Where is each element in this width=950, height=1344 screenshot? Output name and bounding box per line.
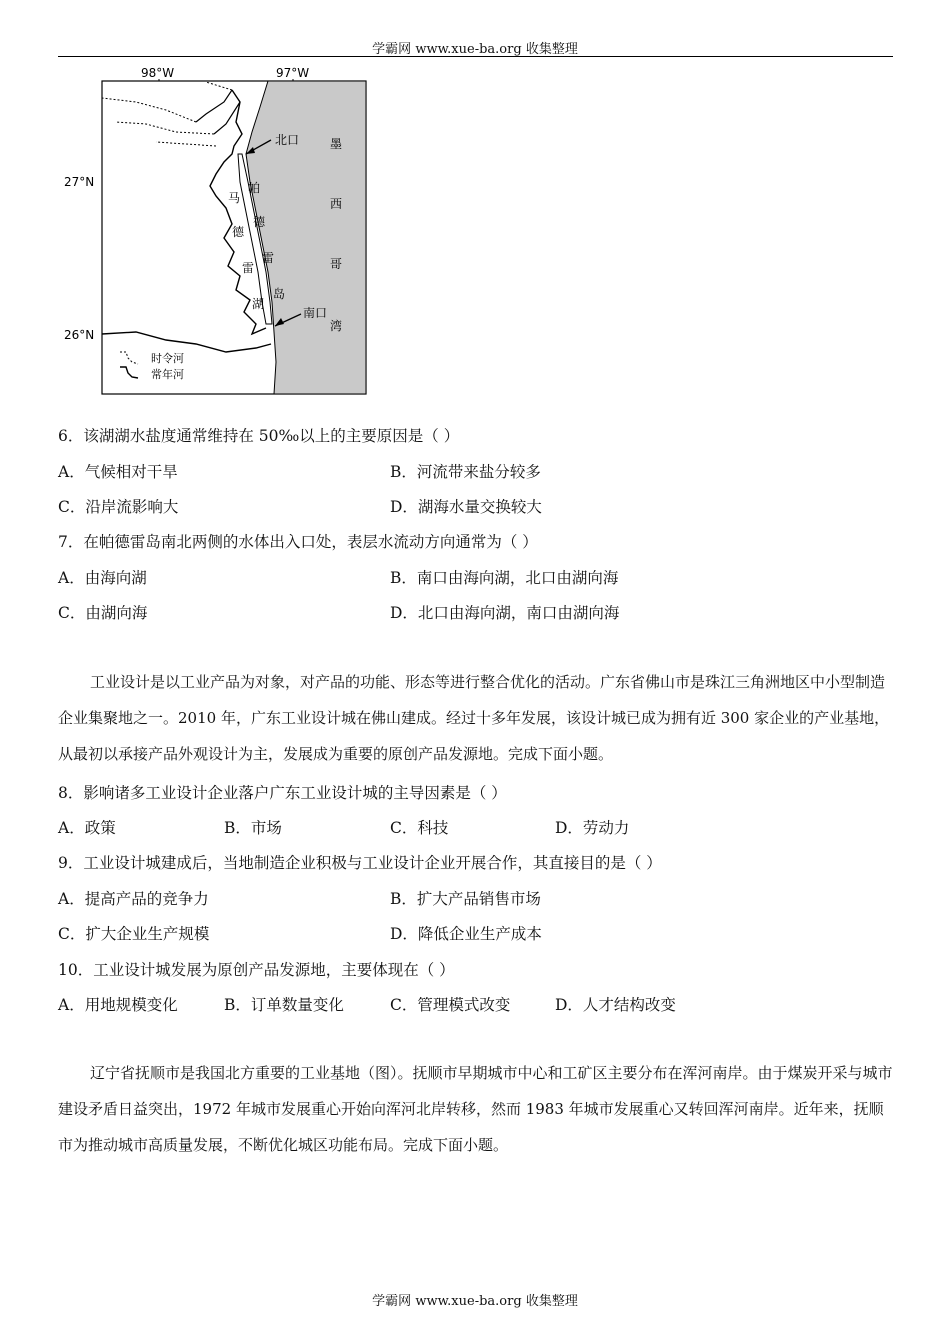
lake-char-1: 马 xyxy=(228,191,241,205)
passage-1-text: 工业设计是以工业产品为对象，对产品的功能、形态等进行整合优化的活动。广东省佛山市是珠江三角洲地区中小型制造企业集聚地之一。2010 年，广东工业设计城在佛山建成。经过十多年发展，该设计城已成为拥有近 300 家企业的产业基地，从最初以承接产品外观设计为主，发展成为重要的原创产品发源地。完成下面小题。 xyxy=(58,673,890,763)
q7-option-b: B．南口由海向湖，北口由湖向海 xyxy=(390,569,619,587)
question-9-stem: 9．工业设计城建成后，当地制造企业积极与工业设计企业开展合作，其直接目的是（ ） xyxy=(58,854,662,872)
q6-option-d: D．湖海水量交换较大 xyxy=(390,498,542,516)
footer-url: www.xue-ba.org xyxy=(415,1294,522,1309)
lat-27n: 27°N xyxy=(64,175,95,189)
q8-option-c: C．科技 xyxy=(390,819,449,837)
q6-option-a: A．气候相对干旱 xyxy=(58,463,178,481)
q7-option-a: A．由海向湖 xyxy=(58,569,147,587)
question-10-stem: 10．工业设计城发展为原创产品发源地，主要体现在（ ） xyxy=(58,961,455,979)
passage-2-text: 辽宁省抚顺市是我国北方重要的工业基地（图）。抚顺市早期城市中心和工矿区主要分布在浑河南岸。由于煤炭开采与城市建设矛盾日益突出，1972 年城市发展重心开始向浑河北岸转移，然而 1983 年城市发展重心又转回浑河南岸。近年来，抚顺市为推动城市高质量发展，不断优化城区功能布局。完成下面小题。 xyxy=(58,1064,893,1154)
q8-option-d: D．劳动力 xyxy=(555,819,630,837)
footer-site: 学霸网 xyxy=(372,1294,412,1309)
lon-98w: 98°W xyxy=(141,66,175,80)
q10-option-c: C．管理模式改变 xyxy=(390,996,511,1014)
question-8-stem: 8．影响诸多工业设计企业落户广东工业设计城的主导因素是（ ） xyxy=(58,784,507,802)
island-char-2: 德 xyxy=(253,215,266,229)
question-6-stem: 6．该湖湖水盐度通常维持在 50‰以上的主要原因是（ ） xyxy=(58,427,460,445)
passage-fushun xyxy=(58,1055,893,1163)
page-footer xyxy=(0,1290,950,1309)
sea-char-1: 墨 xyxy=(330,137,343,151)
q9-option-c: C．扩大企业生产规模 xyxy=(58,925,210,943)
question-7-stem: 7．在帕德雷岛南北两侧的水体出入口处，表层水流动方向通常为（ ） xyxy=(58,533,538,551)
legend-perennial-label: 常年河 xyxy=(151,368,184,381)
header-url: www.xue-ba.org xyxy=(415,42,522,57)
q7-option-c: C．由湖向海 xyxy=(58,604,148,622)
q10-option-b: B．订单数量变化 xyxy=(224,996,344,1014)
q9-option-b: B．扩大产品销售市场 xyxy=(390,890,541,908)
header-site: 学霸网 xyxy=(372,42,412,57)
island-char-3: 雷 xyxy=(262,251,275,265)
q10-option-d: D．人才结构改变 xyxy=(555,996,676,1014)
south-inlet-label: 南口 xyxy=(303,306,328,320)
lake-char-3: 雷 xyxy=(242,261,255,275)
laguna-madre-map xyxy=(56,62,386,398)
footer-tail: 收集整理 xyxy=(525,1294,578,1309)
north-inlet-label: 北口 xyxy=(275,133,300,147)
q8-option-b: B．市场 xyxy=(224,819,282,837)
lat-26n: 26°N xyxy=(64,328,95,342)
q6-option-b: B．河流带来盐分较多 xyxy=(390,463,541,481)
q7-option-d: D．北口由海向湖，南口由湖向海 xyxy=(390,604,620,622)
island-char-4: 岛 xyxy=(273,287,286,301)
lake-char-4: 湖 xyxy=(252,297,265,311)
lake-char-2: 德 xyxy=(232,225,245,239)
map-svg xyxy=(56,62,386,398)
header-tail: 收集整理 xyxy=(525,42,578,57)
q10-option-a: A．用地规模变化 xyxy=(58,996,178,1014)
header-rule xyxy=(58,56,893,57)
legend-seasonal-label: 时令河 xyxy=(151,352,184,365)
sea-char-2: 西 xyxy=(330,197,343,211)
q9-option-a: A．提高产品的竞争力 xyxy=(58,890,209,908)
island-char-1: 帕 xyxy=(248,181,261,195)
sea-char-3: 哥 xyxy=(330,257,343,271)
sea-char-4: 湾 xyxy=(330,319,343,333)
q6-option-c: C．沿岸流影响大 xyxy=(58,498,179,516)
q9-option-d: D．降低企业生产成本 xyxy=(390,925,542,943)
lon-97w: 97°W xyxy=(276,66,310,80)
page-header xyxy=(0,38,950,57)
passage-industrial-design xyxy=(58,664,893,772)
q8-option-a: A．政策 xyxy=(58,819,116,837)
